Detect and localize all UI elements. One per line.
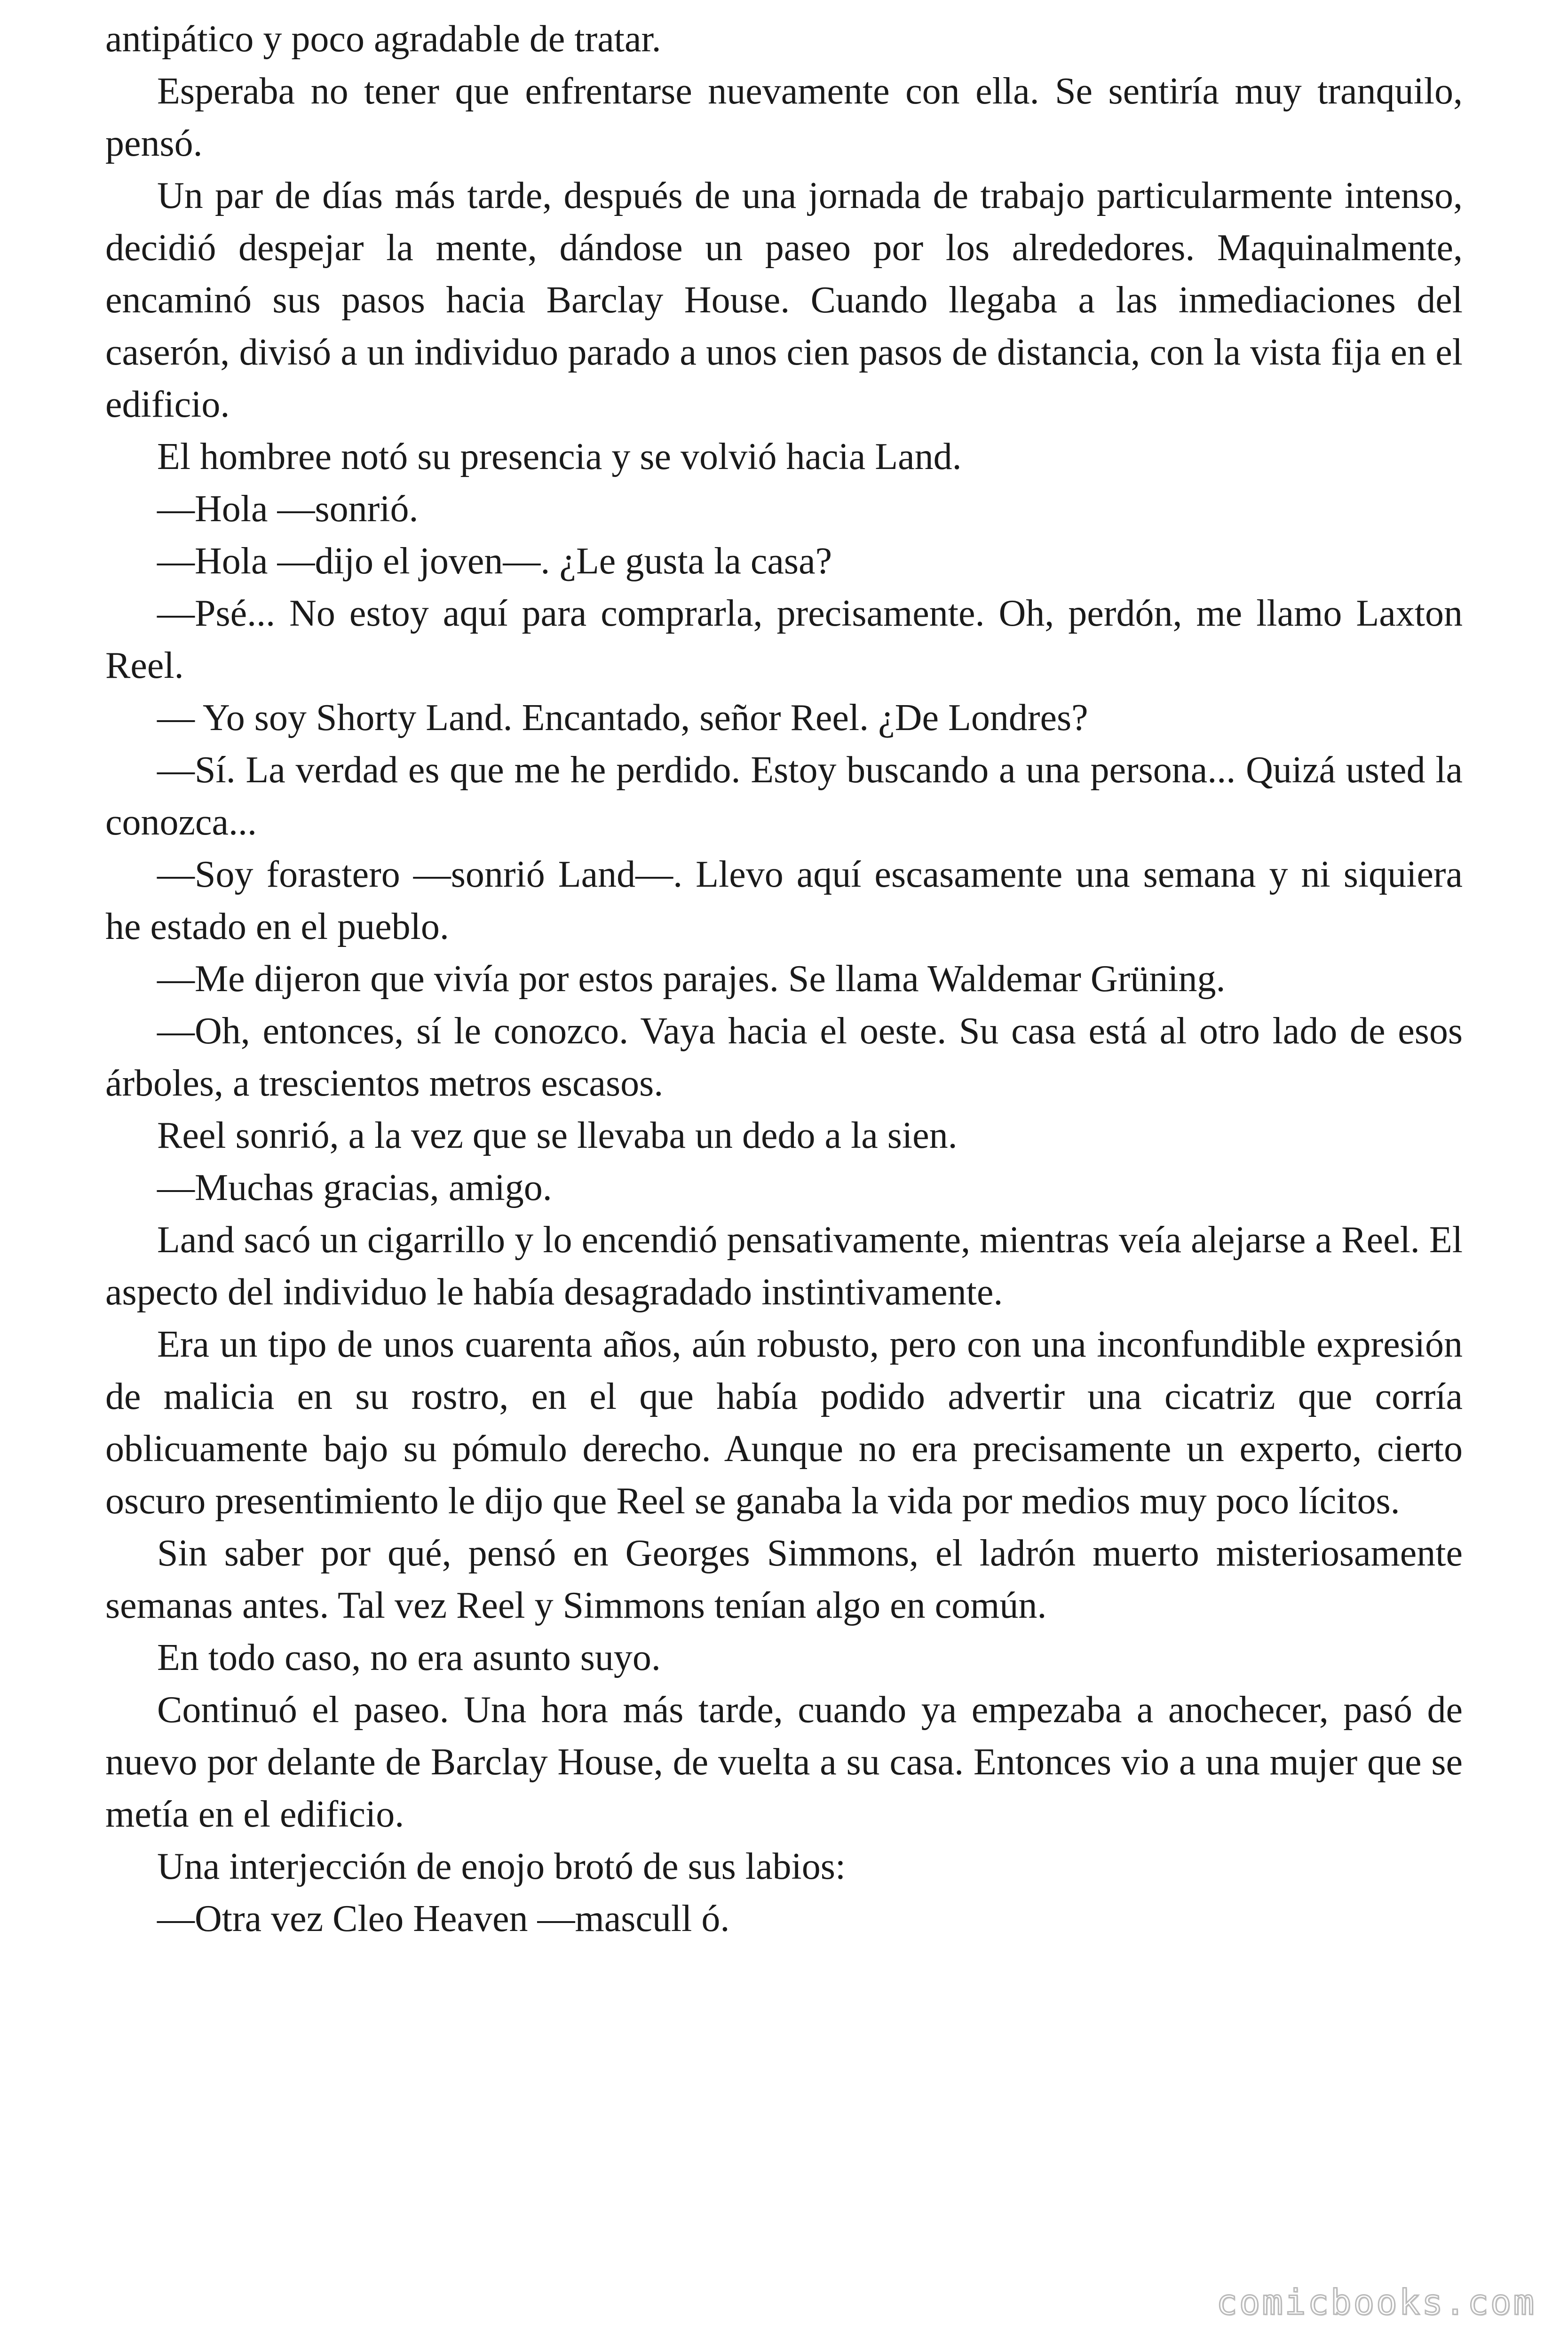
paragraph: El hombree notó su presencia y se volvió hacia Land. [157, 436, 962, 477]
paragraph: Un par de días más tarde, después de una jornada de trabajo particularmente intenso, decidió despejar la mente, dándose un paseo por los alrededores. Maquinalmente, encaminó sus pasos hacia Barclay House. Cuando llegaba a las inmediaciones del caserón, divisó a un individuo parado a unos cien pasos de distancia, con la vista fija en el edificio. [105, 175, 1463, 425]
paragraph: Continuó el paseo. Una hora más tarde, cuando ya empezaba a anochecer, pasó de nuevo por delante de Barclay House, de vuelta a su casa. Entonces vio a una mujer que se metía en el edificio. [105, 1689, 1463, 1835]
paragraph: Esperaba no tener que enfrentarse nuevamente con ella. Se sentiría muy tranquilo, pensó. [105, 71, 1463, 164]
dialogue-line: —Oh, entonces, sí le conozco. Vaya hacia el oeste. Su casa está al otro lado de esos árboles, a trescientos metros escasos. [105, 1010, 1463, 1104]
dialogue-line: —Hola —sonrió. [157, 488, 419, 530]
dialogue-line: —Psé... No estoy aquí para comprarla, precisamente. Oh, perdón, me llamo Laxton Reel. [105, 593, 1463, 686]
body-text [105, 13, 1463, 1945]
dialogue-line: —Muchas gracias, amigo. [157, 1167, 552, 1208]
watermark: comicbooks.com [1216, 2282, 1536, 2323]
dialogue-line: — Yo soy Shorty Land. Encantado, señor Reel. ¿De Londres? [157, 697, 1088, 739]
dialogue-line: —Sí. La verdad es que me he perdido. Estoy buscando a una persona... Quizá usted la conozca... [105, 749, 1463, 843]
dialogue-line: —Soy forastero —sonrió Land—. Llevo aquí escasamente una semana y ni siquiera he estado en el pueblo. [105, 854, 1463, 947]
dialogue-line: —Me dijeron que vivía por estos parajes. Se llama Waldemar Grüning. [157, 958, 1226, 1000]
paragraph: Reel sonrió, a la vez que se llevaba un dedo a la sien. [157, 1115, 958, 1156]
paragraph: Una interjección de enojo brotó de sus labios: [157, 1846, 846, 1887]
paragraph: Land sacó un cigarrillo y lo encendió pensativamente, mientras veía alejarse a Reel. El aspecto del individuo le había desagradado instintivamente. [105, 1219, 1463, 1313]
paragraph: Sin saber por qué, pensó en Georges Simmons, el ladrón muerto misteriosamente semanas antes. Tal vez Reel y Simmons tenían algo en común. [105, 1533, 1463, 1626]
paragraph: Era un tipo de unos cuarenta años, aún robusto, pero con una inconfundible expresión de malicia en su rostro, en el que había podido advertir una cicatriz que corría oblicuamente bajo su pómulo derecho. Aunque no era precisamente un experto, cierto oscuro presentimiento le dijo que Reel se ganaba la vida por medios muy poco lícitos. [105, 1324, 1463, 1522]
paragraph: En todo caso, no era asunto suyo. [157, 1637, 661, 1678]
paragraph: antipático y poco agradable de tratar. [105, 18, 661, 60]
dialogue-line: —Otra vez Cleo Heaven —mascull ó. [157, 1898, 730, 1939]
dialogue-line: —Hola —dijo el joven—. ¿Le gusta la casa? [157, 540, 832, 582]
